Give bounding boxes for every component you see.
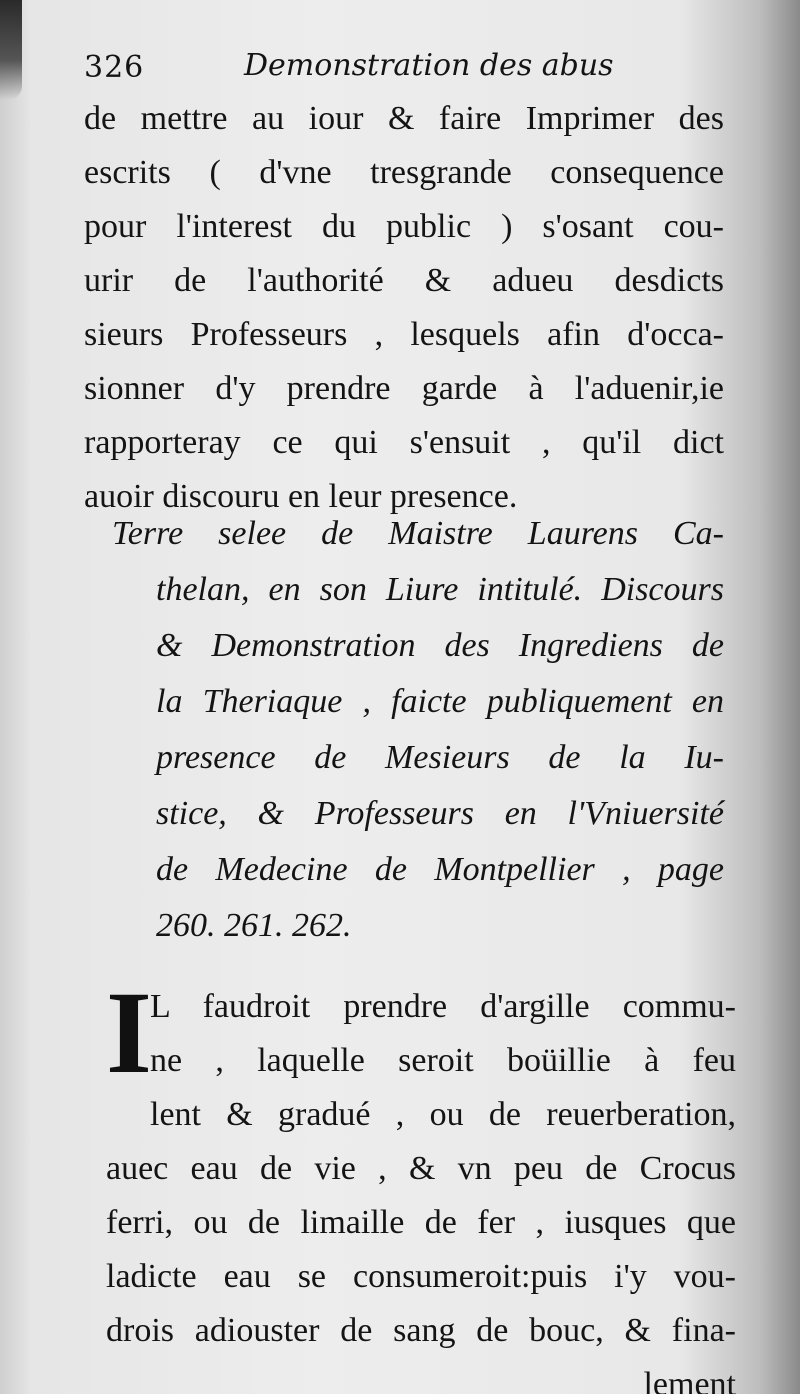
citation-line: presence de Mesieurs de la Iu- <box>156 739 724 776</box>
citation-line: la Theriaque , faicte publiquement en <box>156 683 724 720</box>
paragraph-2 <box>106 967 736 1394</box>
text-line: ne , laquelle seroit boüillie à feu <box>150 1042 736 1079</box>
text-line: escrits ( d'vne tresgrande consequence <box>84 154 724 191</box>
page-number: 326 <box>84 50 145 85</box>
page-header <box>84 46 724 96</box>
citation-line: Terre selee de Maistre Laurens Ca- <box>112 515 724 552</box>
text-line: drois adiouster de sang de bouc, & fina- <box>106 1312 736 1349</box>
text-line: ferri, ou de limaille de fer , iusques que <box>106 1204 736 1241</box>
paragraph-1 <box>84 92 724 524</box>
running-title: Demonstration des abus <box>244 48 614 83</box>
text-line: rapporteray ce qui s'ensuit , qu'il dict <box>84 424 724 461</box>
citation-line: thelan, en son Liure intitulé. Discours <box>156 571 724 608</box>
citation-line: 260. 261. 262. <box>156 907 352 944</box>
text-line: sieurs Professeurs , lesquels afin d'occa- <box>84 316 724 353</box>
text-line: ladicte eau se consumeroit:puis i'y vou- <box>106 1258 736 1295</box>
citation-line: de Medecine de Montpellier , page <box>156 851 724 888</box>
drop-cap: I <box>106 967 152 1098</box>
text-line: urir de l'authorité & adueu desdicts <box>84 262 724 299</box>
text-line: auoir discouru en leur presence. <box>84 478 518 515</box>
text-line: lent & gradué , ou de reuerberation, <box>150 1096 736 1133</box>
text-line: pour l'interest du public ) s'osant cou- <box>84 208 724 245</box>
text-line: de mettre au iour & faire Imprimer des <box>84 100 724 137</box>
text-line: auec eau de vie , & vn peu de Crocus <box>106 1150 736 1187</box>
citation-line: & Demonstration des Ingrediens de <box>156 627 724 664</box>
citation-block <box>112 506 724 954</box>
catchword: lement <box>643 1366 736 1394</box>
text-line: sionner d'y prendre garde à l'aduenir,ie <box>84 370 724 407</box>
page-edge-shadow <box>0 0 22 100</box>
text-line: L faudroit prendre d'argille commu- <box>150 988 736 1025</box>
citation-line: stice, & Professeurs en l'Vniuersité <box>156 795 724 832</box>
